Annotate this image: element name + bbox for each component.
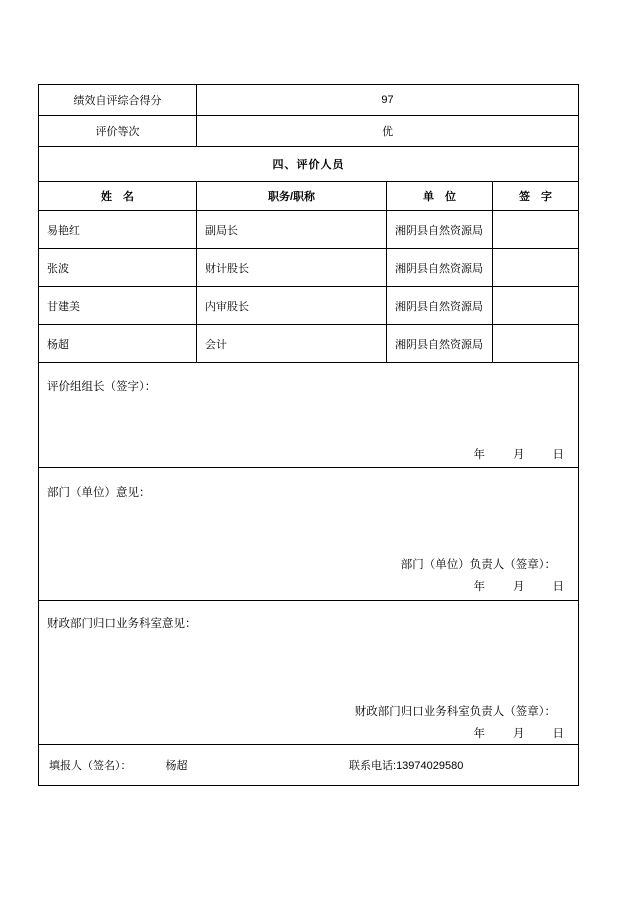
person-unit: 湘阴县自然资源局 bbox=[387, 325, 493, 363]
table-header-row bbox=[39, 182, 579, 211]
table-row bbox=[39, 249, 579, 287]
person-title: 财计股长 bbox=[197, 249, 387, 287]
column-header-name: 姓 名 bbox=[39, 182, 197, 211]
person-signature bbox=[493, 325, 579, 363]
phone-value: 13974029580 bbox=[396, 760, 464, 772]
person-title: 副局长 bbox=[197, 211, 387, 249]
date-day: 日 bbox=[552, 727, 565, 740]
person-name: 杨超 bbox=[39, 325, 197, 363]
person-title: 会计 bbox=[197, 325, 387, 363]
column-header-title: 职务/职称 bbox=[197, 182, 387, 211]
filler-name: 杨超 bbox=[165, 760, 188, 772]
leader-signature-date bbox=[39, 446, 578, 462]
column-header-signature: 签 字 bbox=[493, 182, 579, 211]
table-row-section-title bbox=[39, 147, 579, 182]
score-label: 绩效自评综合得分 bbox=[39, 85, 197, 116]
department-opinion-label: 部门（单位）意见： bbox=[47, 487, 151, 499]
footer-cell bbox=[39, 745, 579, 786]
table-row-department-opinion-block bbox=[39, 468, 579, 601]
table-row bbox=[39, 211, 579, 249]
person-unit: 湘阴县自然资源局 bbox=[387, 249, 493, 287]
table-row bbox=[39, 287, 579, 325]
department-opinion-date bbox=[39, 578, 578, 594]
leader-signature-block bbox=[39, 363, 579, 468]
phone-label: 联系电话: bbox=[349, 760, 397, 772]
date-day: 日 bbox=[552, 449, 565, 461]
person-name: 甘建美 bbox=[39, 287, 197, 325]
evaluation-form-table bbox=[38, 84, 579, 786]
department-opinion-block bbox=[39, 468, 579, 601]
table-row-score bbox=[39, 85, 579, 116]
section-title: 四、评价人员 bbox=[39, 147, 579, 182]
department-signature-label: 部门（单位）负责人（签章）： bbox=[400, 559, 557, 571]
column-header-unit: 单 位 bbox=[387, 182, 493, 211]
table-row-grade bbox=[39, 116, 579, 147]
date-month: 月 bbox=[513, 581, 525, 593]
date-month: 月 bbox=[513, 727, 525, 740]
finance-opinion-date bbox=[39, 725, 578, 741]
person-signature bbox=[493, 249, 579, 287]
person-name: 张波 bbox=[39, 249, 197, 287]
date-year: 年 bbox=[473, 449, 486, 461]
person-title: 内审股长 bbox=[197, 287, 387, 325]
date-year: 年 bbox=[473, 727, 486, 740]
finance-opinion-label: 财政部门归口业务科室意见： bbox=[47, 617, 197, 630]
date-day: 日 bbox=[552, 581, 565, 593]
table-row-finance-opinion-block bbox=[39, 601, 579, 745]
finance-signature-label: 财政部门归口业务科室负责人（签章）： bbox=[354, 705, 557, 718]
person-signature bbox=[493, 211, 579, 249]
grade-value: 优 bbox=[197, 116, 579, 147]
table-row-footer bbox=[39, 745, 579, 786]
date-month: 月 bbox=[513, 449, 525, 461]
leader-signature-label: 评价组组长（签字）： bbox=[47, 381, 157, 393]
finance-opinion-block bbox=[39, 601, 579, 745]
filler-label: 填报人（签名）： bbox=[49, 760, 132, 772]
table-row bbox=[39, 325, 579, 363]
person-name: 易艳红 bbox=[39, 211, 197, 249]
grade-label: 评价等次 bbox=[39, 116, 197, 147]
score-value: 97 bbox=[197, 85, 579, 116]
person-unit: 湘阴县自然资源局 bbox=[387, 211, 493, 249]
person-unit: 湘阴县自然资源局 bbox=[387, 287, 493, 325]
date-year: 年 bbox=[473, 581, 486, 593]
person-signature bbox=[493, 287, 579, 325]
table-row-leader-signature-block bbox=[39, 363, 579, 468]
